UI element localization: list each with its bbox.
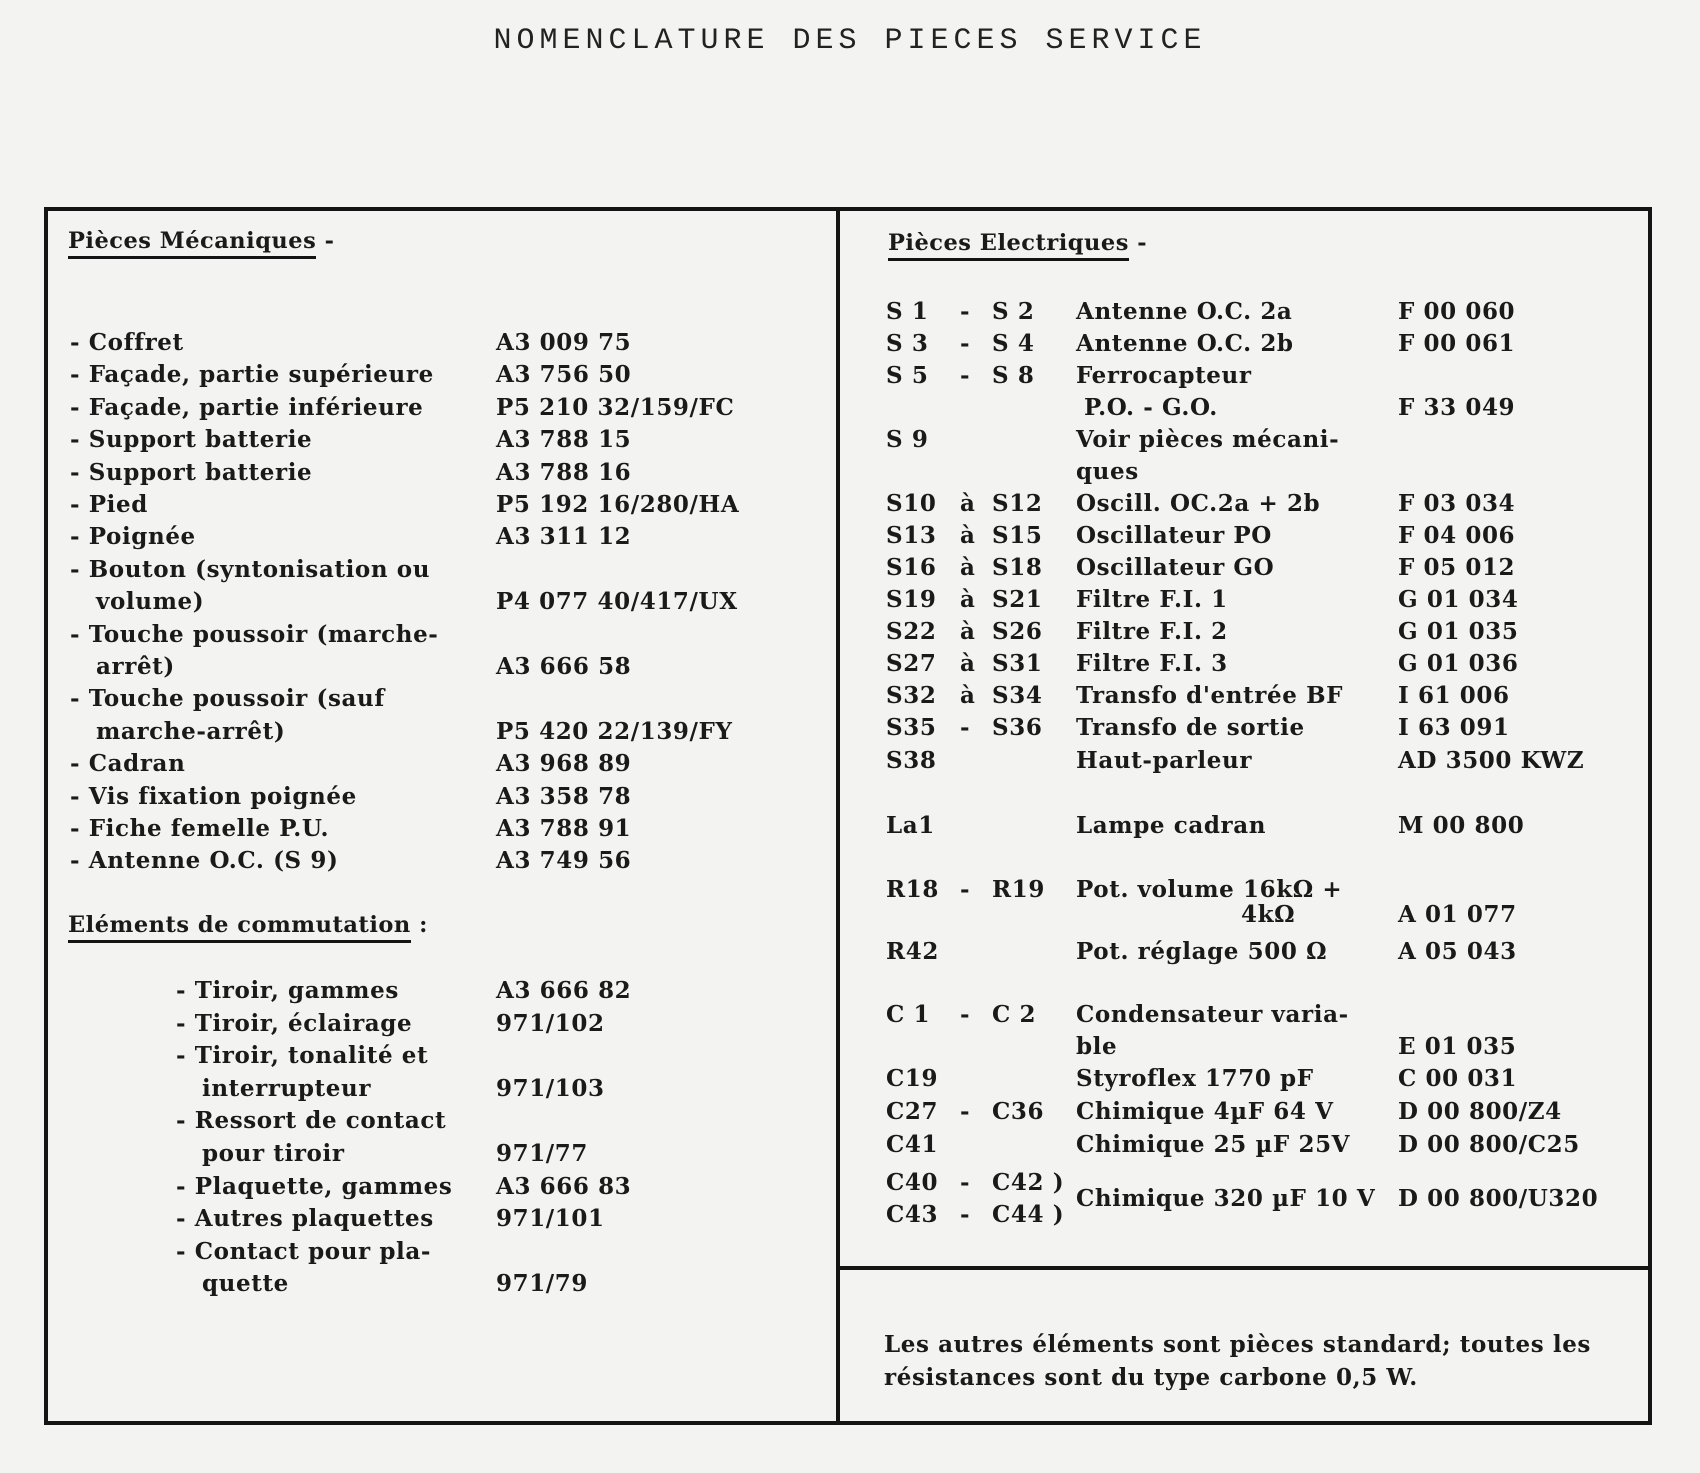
part-description: Styroflex 1770 pF bbox=[1076, 1065, 1314, 1092]
part-label: quette bbox=[202, 1270, 289, 1298]
ref-separator: - bbox=[960, 876, 971, 903]
ref-separator: à bbox=[960, 682, 976, 709]
ref-end: S36 bbox=[992, 714, 1043, 741]
ref-start: S 5 bbox=[886, 362, 929, 389]
part-code: G 01 036 bbox=[1398, 650, 1519, 677]
switching-heading bbox=[68, 912, 428, 938]
ref-end: C 2 bbox=[992, 1001, 1037, 1028]
ref-start: R42 bbox=[886, 938, 939, 965]
part-description: ques bbox=[1076, 458, 1139, 485]
ref-start: C19 bbox=[886, 1065, 939, 1092]
ref-start: La1 bbox=[886, 812, 935, 839]
ref-start: C 1 bbox=[886, 1001, 931, 1028]
part-code: P5 420 22/139/FY bbox=[496, 717, 733, 745]
part-code: A3 666 82 bbox=[496, 977, 632, 1004]
ref-start: S13 bbox=[886, 522, 937, 549]
ref-separator: - bbox=[960, 1169, 971, 1196]
ref-separator: à bbox=[960, 554, 976, 581]
ref-end: S 8 bbox=[992, 362, 1035, 389]
part-description: Oscill. OC.2a + 2b bbox=[1076, 490, 1321, 517]
ref-end: S18 bbox=[992, 554, 1043, 581]
part-description: Pot. volume 16kΩ + bbox=[1076, 876, 1343, 903]
part-code: D 00 800/U320 bbox=[1398, 1185, 1599, 1212]
part-label: - Cadran bbox=[70, 750, 186, 778]
part-code: P5 210 32/159/FC bbox=[496, 393, 735, 421]
part-code: F 00 061 bbox=[1398, 330, 1516, 357]
part-description: Antenne O.C. 2a bbox=[1076, 298, 1293, 325]
ref-separator: - bbox=[960, 330, 971, 357]
ref-start: C43 bbox=[886, 1201, 939, 1228]
part-code: G 01 034 bbox=[1398, 586, 1519, 613]
part-code: 971/101 bbox=[496, 1205, 605, 1233]
part-code: A3 749 56 bbox=[496, 847, 632, 875]
ref-separator: - bbox=[960, 362, 971, 389]
part-label: - Antenne O.C. (S 9) bbox=[70, 847, 339, 875]
switching-heading-suffix: : bbox=[410, 912, 428, 938]
ref-separator: à bbox=[960, 586, 976, 613]
part-description: Filtre F.I. 1 bbox=[1076, 586, 1228, 613]
electrical-heading-suffix: - bbox=[1128, 230, 1148, 256]
part-description: Oscillateur GO bbox=[1076, 554, 1275, 581]
ref-end: C44 ) bbox=[992, 1201, 1065, 1228]
note-divider bbox=[836, 1266, 1648, 1270]
part-description: P.O. - G.O. bbox=[1084, 394, 1218, 421]
ref-start: S 1 bbox=[886, 298, 929, 325]
ref-end: S12 bbox=[992, 490, 1043, 517]
ref-end: S34 bbox=[992, 682, 1043, 709]
ref-start: S 9 bbox=[886, 426, 929, 453]
part-description: Transfo de sortie bbox=[1076, 714, 1305, 741]
part-code: E 01 035 bbox=[1398, 1033, 1517, 1060]
ref-start: S32 bbox=[886, 682, 937, 709]
ref-separator: à bbox=[960, 490, 976, 517]
part-label: - Contact pour pla- bbox=[176, 1237, 432, 1265]
ref-start: R18 bbox=[886, 876, 939, 903]
part-description: Oscillateur PO bbox=[1076, 522, 1272, 549]
part-code: A3 788 15 bbox=[496, 426, 632, 454]
part-code: I 63 091 bbox=[1398, 714, 1510, 741]
switching-heading-text: Eléments de commutation bbox=[68, 912, 411, 943]
part-code: A3 311 12 bbox=[496, 523, 632, 551]
part-label: - Poignée bbox=[70, 523, 196, 551]
part-description: Antenne O.C. 2b bbox=[1076, 330, 1294, 357]
electrical-heading bbox=[888, 230, 1147, 256]
part-label: - Fiche femelle P.U. bbox=[70, 815, 330, 842]
part-description: Voir pièces mécani- bbox=[1076, 426, 1340, 453]
part-label: volume) bbox=[96, 588, 205, 616]
part-label: - Façade, partie inférieure bbox=[70, 393, 424, 421]
part-code: D 00 800/C25 bbox=[1398, 1131, 1580, 1158]
part-label: - Pied bbox=[70, 491, 148, 518]
part-label: - Ressort de contact bbox=[176, 1107, 447, 1135]
ref-separator: - bbox=[960, 1201, 971, 1228]
part-code: M 00 800 bbox=[1398, 812, 1525, 839]
column-divider bbox=[836, 211, 840, 1421]
part-code: A3 968 89 bbox=[496, 750, 632, 778]
ref-start: C41 bbox=[886, 1131, 939, 1158]
part-label: - Vis fixation poignée bbox=[70, 782, 357, 810]
part-label: - Façade, partie supérieure bbox=[70, 361, 434, 389]
ref-separator: à bbox=[960, 650, 976, 677]
ref-end: R19 bbox=[992, 876, 1045, 903]
ref-separator: à bbox=[960, 522, 976, 549]
part-label: - Support batterie bbox=[70, 458, 313, 486]
part-code: D 00 800/Z4 bbox=[1398, 1098, 1562, 1125]
mechanical-heading-text: Pièces Mécaniques bbox=[68, 228, 316, 259]
part-code: A3 358 78 bbox=[496, 782, 632, 810]
ref-end: S31 bbox=[992, 650, 1043, 677]
part-description: Ferrocapteur bbox=[1076, 362, 1252, 389]
footnote: Les autres éléments sont pièces standard; toutes les résistances sont du type carbone 0,5 W. bbox=[884, 1331, 1591, 1391]
ref-end: S26 bbox=[992, 618, 1043, 645]
part-code: F 00 060 bbox=[1398, 298, 1516, 325]
part-code: A3 756 50 bbox=[496, 361, 632, 389]
ref-end: S15 bbox=[992, 522, 1043, 549]
ref-start: C40 bbox=[886, 1169, 939, 1196]
part-label: - Bouton (syntonisation ou bbox=[70, 555, 431, 583]
part-code: A 01 077 bbox=[1398, 901, 1517, 928]
part-description: Haut-parleur bbox=[1076, 747, 1253, 774]
part-code: A 05 043 bbox=[1398, 938, 1517, 965]
part-label: - Tiroir, gammes bbox=[176, 977, 399, 1004]
part-code: I 61 006 bbox=[1398, 682, 1510, 709]
page-title: NOMENCLATURE DES PIECES SERVICE bbox=[493, 24, 1207, 58]
part-label: - Support batterie bbox=[70, 426, 313, 454]
electrical-heading-text: Pièces Electriques bbox=[888, 230, 1129, 261]
part-code: P4 077 40/417/UX bbox=[496, 588, 738, 616]
part-label: - Plaquette, gammes bbox=[176, 1172, 453, 1200]
ref-end: S 4 bbox=[992, 330, 1035, 357]
part-code: A3 788 91 bbox=[496, 815, 632, 842]
part-description: Lampe cadran bbox=[1076, 812, 1267, 839]
ref-start: S22 bbox=[886, 618, 937, 645]
part-code: 971/102 bbox=[496, 1009, 605, 1037]
ref-start: S35 bbox=[886, 714, 937, 741]
part-label: - Touche poussoir (sauf bbox=[70, 685, 385, 713]
part-description: Filtre F.I. 3 bbox=[1076, 650, 1228, 677]
part-code: AD 3500 KWZ bbox=[1398, 747, 1585, 774]
ref-end: C42 ) bbox=[992, 1169, 1065, 1196]
part-description: Filtre F.I. 2 bbox=[1076, 618, 1228, 645]
part-code: F 03 034 bbox=[1398, 490, 1516, 517]
part-label: marche-arrêt) bbox=[96, 717, 286, 745]
part-code: 971/103 bbox=[496, 1074, 605, 1102]
ref-start: S10 bbox=[886, 490, 937, 517]
ref-end: S 2 bbox=[992, 298, 1035, 325]
part-code: A3 666 83 bbox=[496, 1172, 632, 1200]
part-label: - Coffret bbox=[70, 329, 184, 356]
ref-start: S27 bbox=[886, 650, 937, 677]
part-code: P5 192 16/280/HA bbox=[496, 491, 740, 518]
part-label: - Autres plaquettes bbox=[176, 1205, 434, 1233]
ref-end: S21 bbox=[992, 586, 1043, 613]
ref-start: S16 bbox=[886, 554, 937, 581]
part-label: interrupteur bbox=[202, 1074, 372, 1102]
ref-separator: - bbox=[960, 298, 971, 325]
part-code: G 01 035 bbox=[1398, 618, 1519, 645]
part-code: A3 666 58 bbox=[496, 653, 632, 680]
ref-start: S 3 bbox=[886, 330, 929, 357]
ref-start: C27 bbox=[886, 1098, 939, 1125]
part-description: ble bbox=[1076, 1033, 1118, 1060]
ref-separator: à bbox=[960, 618, 976, 645]
part-description: Condensateur varia- bbox=[1076, 1001, 1349, 1028]
part-description: Pot. réglage 500 Ω bbox=[1076, 938, 1328, 965]
ref-start: S19 bbox=[886, 586, 937, 613]
part-code: 971/77 bbox=[496, 1140, 589, 1167]
part-code: C 00 031 bbox=[1398, 1065, 1518, 1092]
part-description: Chimique 25 µF 25V bbox=[1076, 1131, 1351, 1158]
part-code: F 04 006 bbox=[1398, 522, 1516, 549]
ref-start: S38 bbox=[886, 747, 937, 774]
part-label: - Tiroir, tonalité et bbox=[176, 1042, 429, 1070]
part-code: A3 009 75 bbox=[496, 329, 632, 356]
mechanical-heading bbox=[68, 228, 334, 254]
part-code: F 33 049 bbox=[1398, 394, 1516, 421]
ref-end: C36 bbox=[992, 1098, 1045, 1125]
mechanical-heading-suffix: - bbox=[316, 228, 335, 254]
part-label: - Tiroir, éclairage bbox=[176, 1009, 413, 1037]
part-code: 971/79 bbox=[496, 1270, 589, 1298]
part-code: F 05 012 bbox=[1398, 554, 1516, 581]
part-label: - Touche poussoir (marche- bbox=[70, 620, 439, 648]
ref-separator: - bbox=[960, 1098, 971, 1125]
ref-separator: - bbox=[960, 714, 971, 741]
part-description: Chimique 320 µF 10 V bbox=[1076, 1185, 1376, 1212]
part-description: Chimique 4µF 64 V bbox=[1076, 1098, 1334, 1125]
ref-separator: - bbox=[960, 1001, 971, 1028]
part-description: 4kΩ bbox=[1241, 901, 1296, 928]
part-label: pour tiroir bbox=[202, 1140, 345, 1167]
part-code: A3 788 16 bbox=[496, 458, 632, 486]
part-label: arrêt) bbox=[96, 653, 175, 680]
part-description: Transfo d'entrée BF bbox=[1076, 682, 1344, 709]
